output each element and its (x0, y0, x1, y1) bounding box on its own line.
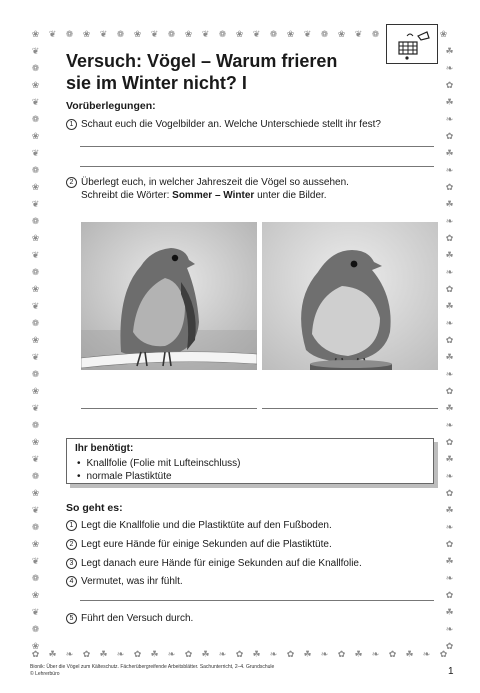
step-text: Legt eure Hände für einige Sekunden auf die Plastiktüte. (81, 539, 332, 550)
list-item: • normale Plastiktüte (77, 470, 240, 483)
step-3 (66, 557, 362, 571)
number-badge: 5 (66, 613, 77, 624)
ornament-icon: ❧ (445, 114, 454, 124)
ornament-icon: ❦ (31, 352, 40, 362)
ornament-icon: ☘ (445, 505, 454, 515)
list-item: • Knallfolie (Folie mit Lufteinschluss) (77, 457, 240, 470)
footer-credit (30, 664, 274, 678)
ornament-icon: ❀ (31, 284, 40, 294)
ornament-icon: ❧ (218, 649, 227, 659)
ornament-icon: ❀ (184, 29, 193, 39)
title-line-2: sie im Winter nicht? I (66, 73, 247, 93)
ornament-icon: ❀ (31, 335, 40, 345)
question-1-text: Schaut euch die Vogelbilder an. Welche Unterschiede stellt ihr fest? (81, 119, 381, 130)
ornament-icon: ❧ (445, 624, 454, 634)
ornament-icon: ✿ (286, 649, 295, 659)
ornament-icon: ❀ (82, 29, 91, 39)
question-1 (66, 118, 381, 132)
number-badge: 4 (66, 576, 77, 587)
ornament-icon: ❧ (445, 471, 454, 481)
ornament-icon: ❧ (445, 573, 454, 583)
ornament-icon: ✿ (445, 590, 454, 600)
ornament-icon: ❦ (303, 29, 312, 39)
step-2 (66, 538, 332, 552)
ornament-icon: ❁ (65, 29, 74, 39)
question-2-instruction (81, 189, 327, 203)
ornament-icon: ✿ (388, 649, 397, 659)
ornament-icon: ❦ (31, 148, 40, 158)
ornament-icon: ❧ (445, 369, 454, 379)
ornament-icon: ❧ (320, 649, 329, 659)
experiment-icon (393, 28, 433, 62)
ornament-icon: ✿ (445, 233, 454, 243)
ornament-icon: ❁ (371, 29, 380, 39)
materials-list (77, 457, 240, 483)
ornament-icon: ☘ (303, 649, 312, 659)
ornament-icon: ❦ (201, 29, 210, 39)
ornament-icon: ❁ (167, 29, 176, 39)
step-5 (66, 612, 193, 626)
step-text: Führt den Versuch durch. (81, 613, 194, 624)
ornament-icon: ❧ (445, 318, 454, 328)
step-text: Legt danach eure Hände für einige Sekunden auf die Knallfolie. (81, 558, 362, 569)
ornament-icon: ❀ (31, 182, 40, 192)
ornament-icon: ☘ (99, 649, 108, 659)
number-badge: 3 (66, 558, 77, 569)
ornament-icon: ✿ (133, 649, 142, 659)
robin-photo-summer (81, 222, 257, 370)
ornament-icon: ✿ (31, 649, 40, 659)
ornament-icon: ☘ (445, 454, 454, 464)
ornament-icon: ❧ (445, 522, 454, 532)
ornament-icon: ❦ (31, 556, 40, 566)
ornament-icon: ❀ (31, 80, 40, 90)
ornament-icon: ❧ (445, 267, 454, 277)
instruction-text-end: unter die Bilder. (254, 190, 327, 201)
ornament-icon: ✿ (184, 649, 193, 659)
ornament-icon: ❁ (31, 471, 40, 481)
number-badge: 2 (66, 177, 77, 188)
ornament-icon: ❁ (31, 624, 40, 634)
ornament-icon: ❧ (269, 649, 278, 659)
ornament-icon: ❀ (31, 590, 40, 600)
ornament-icon: ❦ (31, 607, 40, 617)
ornament-icon: ❀ (286, 29, 295, 39)
ornament-icon: ✿ (439, 649, 448, 659)
ornament-icon: ❁ (31, 573, 40, 583)
robin-photo-winter (262, 222, 438, 370)
ornament-icon: ✿ (445, 131, 454, 141)
number-badge: 1 (66, 520, 77, 531)
ornament-icon: ❀ (439, 29, 448, 39)
ornament-icon: ❦ (31, 505, 40, 515)
answer-line-photo-1[interactable] (81, 408, 257, 409)
ornament-icon: ☘ (150, 649, 159, 659)
ornament-icon: ✿ (445, 437, 454, 447)
ornament-icon: ❁ (320, 29, 329, 39)
ornament-icon: ❁ (31, 63, 40, 73)
ornament-icon: ☘ (445, 250, 454, 260)
ornament-icon: ❀ (31, 539, 40, 549)
answer-line[interactable] (80, 146, 434, 147)
ornament-icon: ❧ (167, 649, 176, 659)
answer-line-photo-2[interactable] (262, 408, 438, 409)
answer-line[interactable] (80, 600, 434, 601)
ornament-icon: ☘ (445, 352, 454, 362)
instructions-heading: So geht es: (66, 502, 123, 514)
question-2 (66, 176, 349, 190)
ornament-icon: ☘ (445, 97, 454, 107)
ornament-icon: ☘ (252, 649, 261, 659)
step-text: Legt die Knallfolie und die Plastiktüte auf den Fußboden. (81, 520, 332, 531)
ornament-icon: ❦ (252, 29, 261, 39)
ornament-icon: ❧ (445, 420, 454, 430)
number-badge: 1 (66, 119, 77, 130)
ornament-icon: ❦ (99, 29, 108, 39)
footer-line: Bionik: Über die Vögel zum Kälteschutz. Fächerübergreifende Arbeitsblätter. Sachunterricht, 2–4. Grundschule (30, 664, 275, 670)
ornament-icon: ☘ (445, 403, 454, 413)
ornament-icon: ☘ (354, 649, 363, 659)
step-text: Vermutet, was ihr fühlt. (81, 576, 183, 587)
step-4 (66, 575, 183, 589)
ornament-icon: ❦ (31, 301, 40, 311)
ornament-icon: ❁ (269, 29, 278, 39)
ornament-icon: ❧ (445, 165, 454, 175)
instruction-text: Schreibt die Wörter: (81, 190, 173, 201)
ornament-icon: ❁ (31, 369, 40, 379)
ornament-icon: ❁ (31, 165, 40, 175)
ornament-icon: ✿ (235, 649, 244, 659)
ornament-icon: ✿ (82, 649, 91, 659)
ornament-icon: ✿ (445, 386, 454, 396)
ornament-icon: ☘ (445, 148, 454, 158)
ornament-icon: ❀ (337, 29, 346, 39)
step-1 (66, 519, 332, 533)
ornament-icon: ✿ (445, 182, 454, 192)
ornament-icon: ❦ (31, 454, 40, 464)
ornament-icon: ❦ (31, 250, 40, 260)
ornament-icon: ☘ (405, 649, 414, 659)
ornament-icon: ❁ (31, 420, 40, 430)
page-number: 1 (448, 666, 454, 677)
ornament-icon: ❁ (218, 29, 227, 39)
ornament-icon: ❀ (133, 29, 142, 39)
ornament-icon: ❧ (116, 649, 125, 659)
ornament-icon: ❦ (31, 403, 40, 413)
ornament-icon: ☘ (445, 301, 454, 311)
ornament-icon: ❀ (235, 29, 244, 39)
title-line-1: Versuch: Vögel – Warum frieren (66, 51, 338, 71)
ornament-icon: ✿ (445, 539, 454, 549)
preconsiderations-heading: Vorüberlegungen: (66, 100, 156, 112)
ornament-icon: ☘ (48, 649, 57, 659)
ornament-icon: ✿ (337, 649, 346, 659)
number-badge: 2 (66, 539, 77, 550)
materials-heading: Ihr benötigt: (75, 443, 134, 454)
ornament-icon: ❧ (422, 649, 431, 659)
ornament-icon: ❀ (31, 233, 40, 243)
ornament-icon: ❁ (31, 318, 40, 328)
ornament-icon: ✿ (445, 488, 454, 498)
page-title (66, 50, 366, 94)
instruction-keywords: Sommer – Winter (172, 190, 255, 201)
ornament-icon: ❦ (150, 29, 159, 39)
ornament-icon: ☘ (445, 607, 454, 617)
question-2-text: Überlegt euch, in welcher Jahreszeit die Vögel so aussehen. (81, 177, 349, 188)
ornament-icon: ❁ (31, 267, 40, 277)
ornament-icon: ❧ (65, 649, 74, 659)
ornament-icon: ❦ (31, 46, 40, 56)
ornament-icon: ❦ (354, 29, 363, 39)
ornament-icon: ❀ (31, 641, 40, 651)
ornament-icon: ✿ (445, 80, 454, 90)
ornament-icon: ❧ (445, 216, 454, 226)
ornament-icon: ✿ (445, 641, 454, 651)
ornament-icon: ✿ (445, 335, 454, 345)
ornament-icon: ❁ (31, 216, 40, 226)
ornament-icon: ❦ (31, 97, 40, 107)
ornament-icon: ❧ (371, 649, 380, 659)
ornament-icon: ✿ (445, 284, 454, 294)
footer-copyright: © Lehrerbüro (30, 671, 60, 677)
ornament-icon: ❀ (31, 488, 40, 498)
ornament-icon: ❀ (31, 386, 40, 396)
ornament-icon: ❦ (48, 29, 57, 39)
answer-line[interactable] (80, 166, 434, 167)
ornament-icon: ☘ (445, 556, 454, 566)
ornament-icon: ❧ (445, 63, 454, 73)
ornament-icon: ❁ (31, 522, 40, 532)
ornament-icon: ❦ (31, 199, 40, 209)
ornament-icon: ☘ (445, 46, 454, 56)
ornament-icon: ☘ (201, 649, 210, 659)
ornament-icon: ❀ (31, 437, 40, 447)
ornament-icon: ☘ (445, 199, 454, 209)
materials-box (66, 438, 434, 484)
experiment-icon-box (386, 24, 438, 64)
ornament-icon: ❀ (31, 131, 40, 141)
ornament-icon: ❁ (116, 29, 125, 39)
ornament-icon: ❁ (31, 114, 40, 124)
ornament-icon: ❀ (31, 29, 40, 39)
